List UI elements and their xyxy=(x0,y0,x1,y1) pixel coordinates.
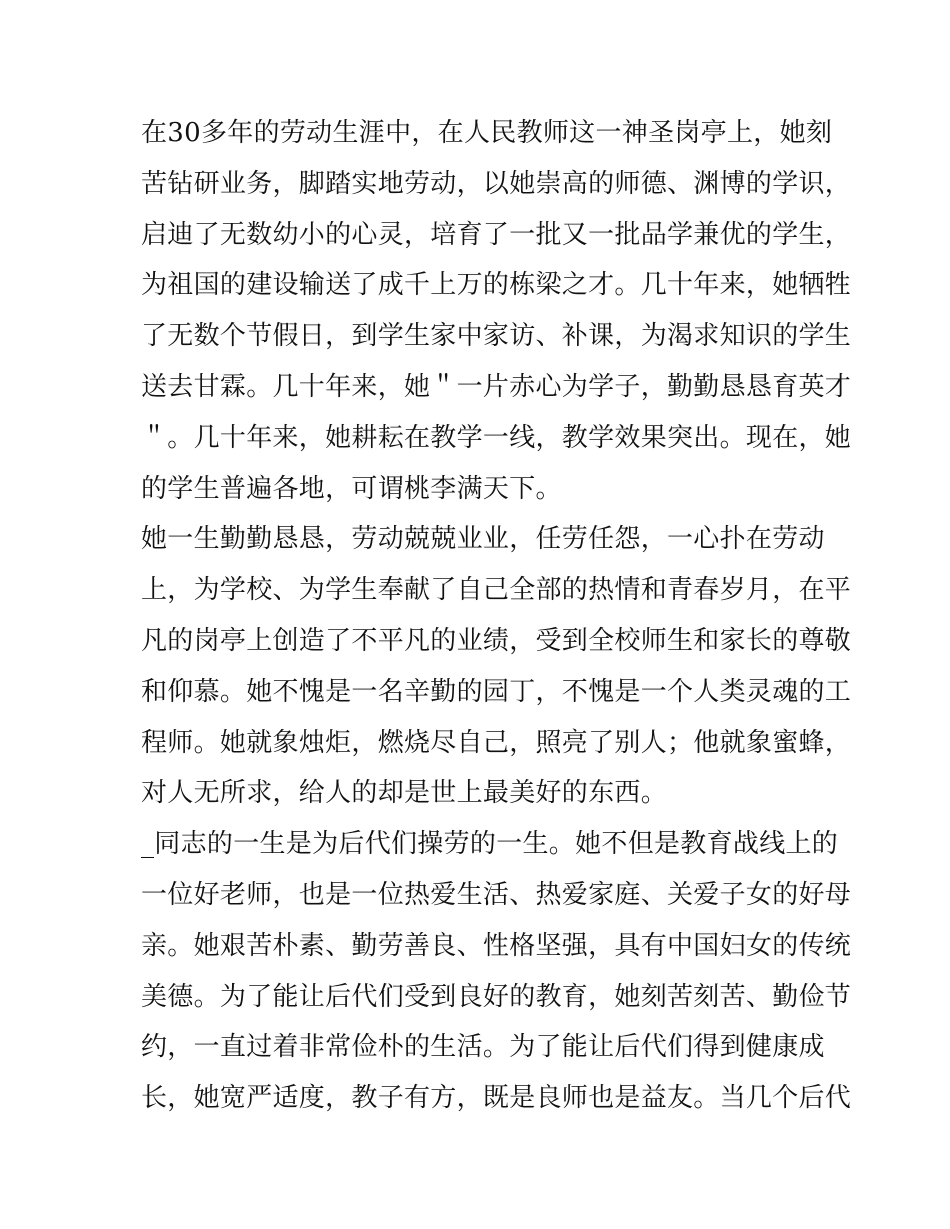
text-line: 她一生勤勤恳恳，劳动兢兢业业，任劳任怨，一心扑在劳动 xyxy=(141,524,825,555)
text-line: 启迪了无数幼小的心灵，培育了一批又一批品学兼优的学生， xyxy=(141,219,852,250)
text-line: 的学生普遍各地，可谓桃李满天下。 xyxy=(141,473,562,504)
text-line: 程师。她就象烛炬，燃烧尽自己，照亮了别人；他就象蜜蜂， xyxy=(141,727,852,758)
text-line: 对人无所求，给人的却是世上最美好的东西。 xyxy=(141,778,668,809)
text-line: 了无数个节假日，到学生家中家访、补课，为渴求知识的学生 xyxy=(141,321,852,352)
text-line: 送去甘霖。几十年来，她＂一片赤心为学子，勤勤恳恳育英才 xyxy=(141,371,852,402)
text-line: ＂。几十年来，她耕耘在教学一线，教学效果突出。现在，她 xyxy=(141,422,852,453)
text-line: 苦钻研业务，脚踏实地劳动，以她崇高的师德、渊博的学识， xyxy=(141,168,852,199)
body-text xyxy=(141,108,852,1124)
text-line: 在30多年的劳动生涯中，在人民教师这一神圣岗亭上，她刻 xyxy=(141,118,833,148)
text-line: 一位好老师，也是一位热爱生活、热爱家庭、关爱子女的好母 xyxy=(141,879,852,910)
text-line: 上，为学校、为学生奉献了自己全部的热情和青春岁月，在平 xyxy=(141,575,852,606)
text-line: 为祖国的建设输送了成千上万的栋梁之才。几十年来，她牺牲 xyxy=(141,270,852,301)
text-line: 约，一直过着非常俭朴的生活。为了能让后代们得到健康成 xyxy=(141,1032,825,1063)
text-line: 和仰慕。她不愧是一名辛勤的园丁，不愧是一个人类灵魂的工 xyxy=(141,676,852,707)
text-line: 凡的岗亭上创造了不平凡的业绩，受到全校师生和家长的尊敬 xyxy=(141,625,852,656)
text-line: 长，她宽严适度，教子有方，既是良师也是益友。当几个后代 xyxy=(141,1083,852,1114)
text-line: _同志的一生是为后代们操劳的一生。她不但是教育战线上的 xyxy=(141,829,839,860)
text-line: 亲。她艰苦朴素、勤劳善良、性格坚强，具有中国妇女的传统 xyxy=(141,930,852,961)
text-line: 美德。为了能让后代们受到良好的教育，她刻苦刻苦、勤俭节 xyxy=(141,981,852,1012)
